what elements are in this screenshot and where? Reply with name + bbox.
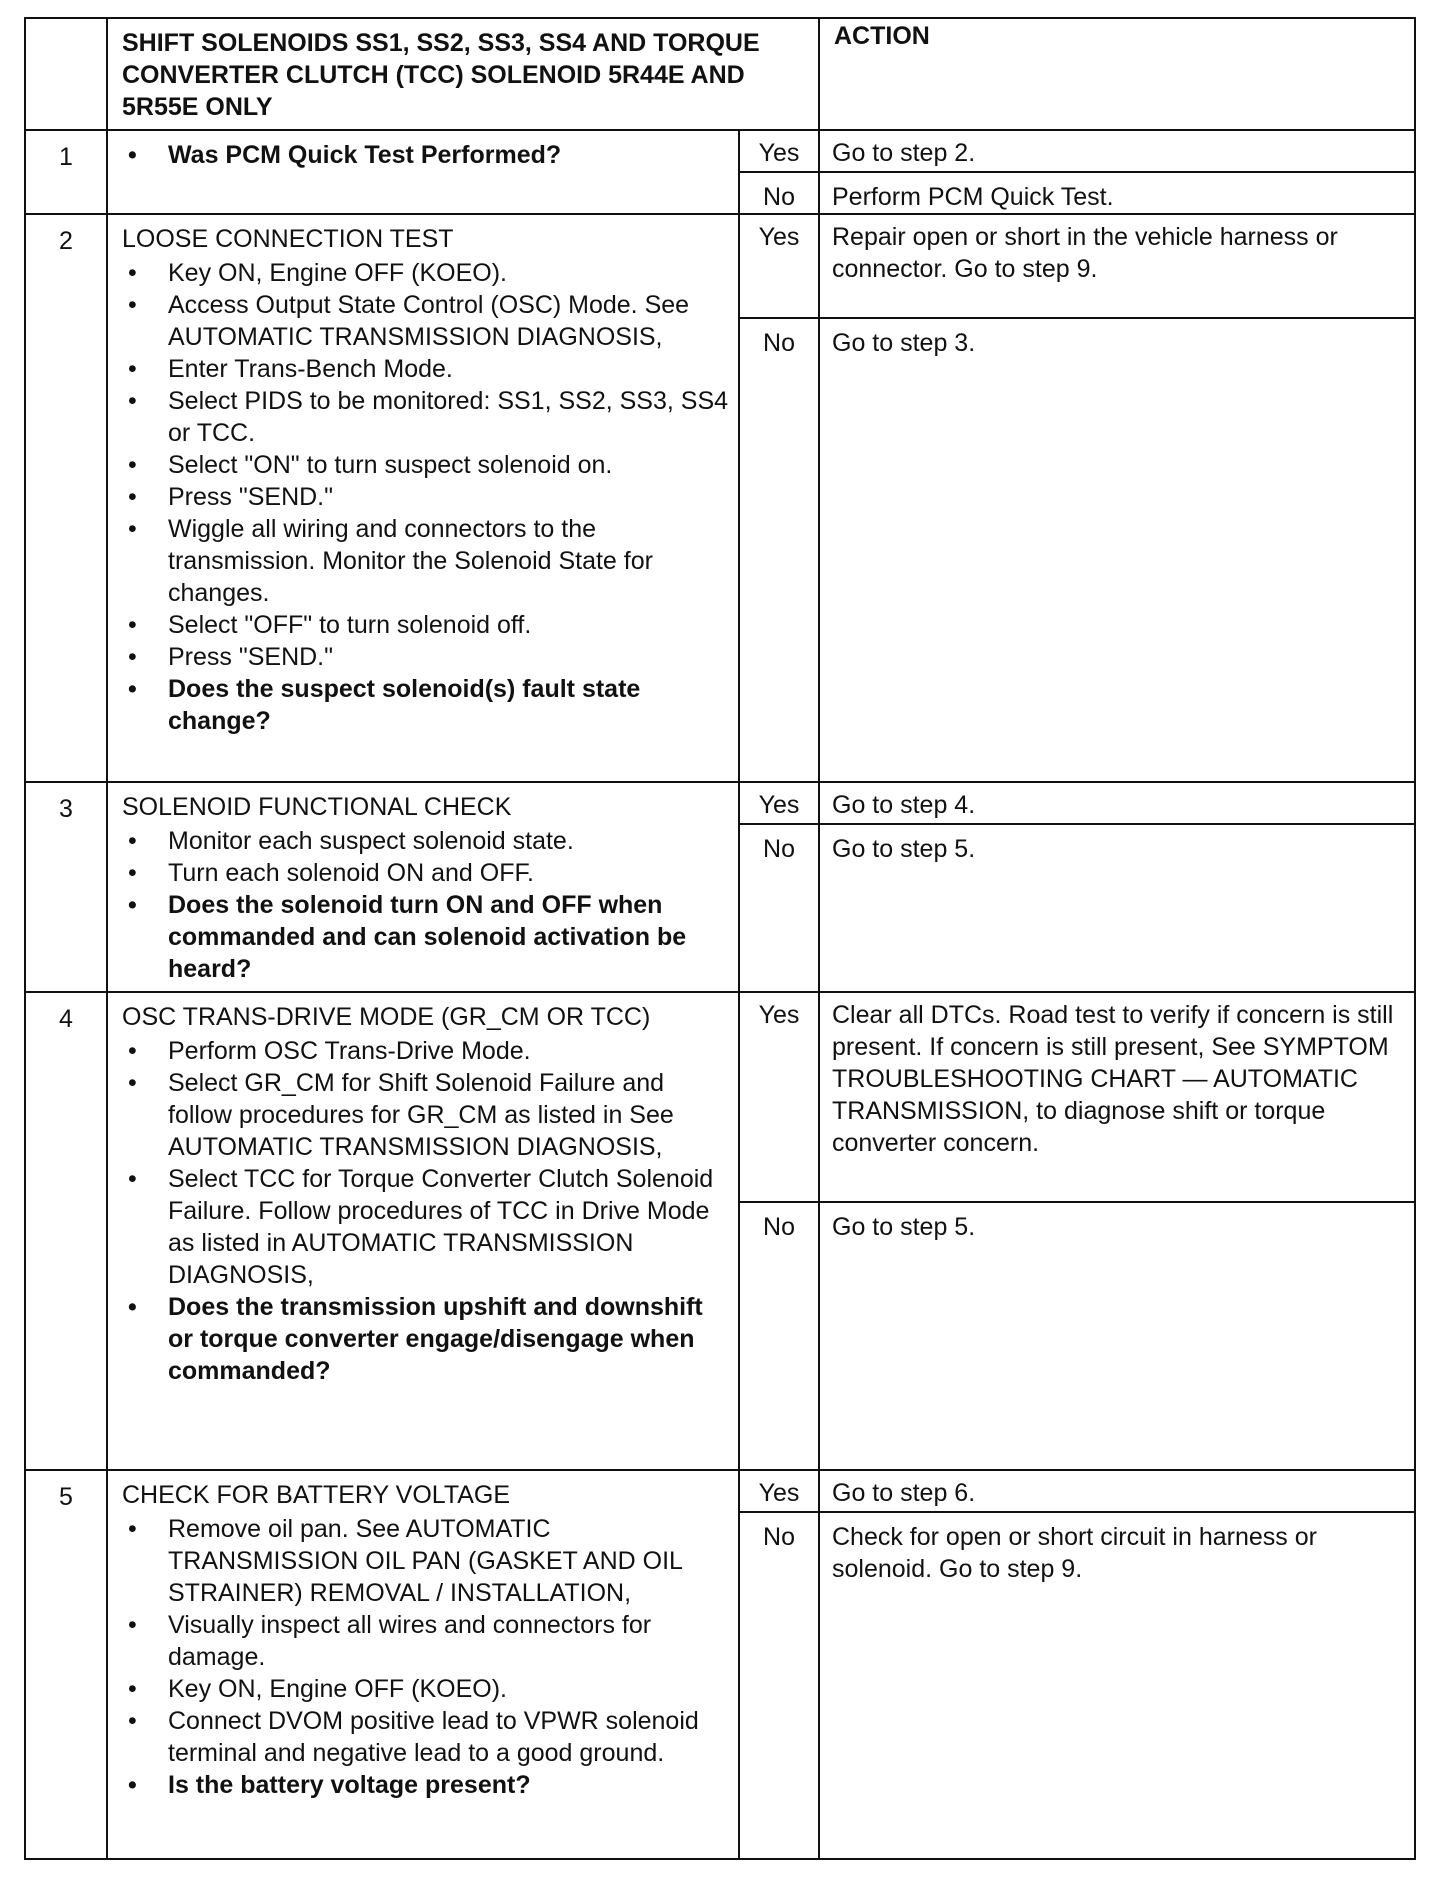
yes-label: Yes xyxy=(740,1471,818,1513)
answer-cell xyxy=(739,214,819,782)
step-bullet: • Press "SEND." xyxy=(122,481,730,513)
yes-action: Go to step 4. xyxy=(820,783,1414,825)
step-number: 5 xyxy=(25,1470,107,1859)
answer-cell xyxy=(739,1470,819,1859)
header-step-cell xyxy=(25,18,107,130)
step-condition xyxy=(107,214,739,782)
step-number: 3 xyxy=(25,782,107,992)
yes-label: Yes xyxy=(740,993,818,1203)
table-row xyxy=(25,782,1415,992)
no-action: Go to step 3. xyxy=(832,329,976,357)
step-question: • Is the battery voltage present? xyxy=(122,1769,730,1801)
step-question: • Does the solenoid turn ON and OFF when commanded and can solenoid activation be heard? xyxy=(122,889,730,985)
table-row xyxy=(25,992,1415,1470)
action-cell xyxy=(819,1470,1415,1859)
no-action: Go to step 5. xyxy=(832,1213,976,1241)
step-bullet: • Monitor each suspect solenoid state. xyxy=(122,825,730,857)
step-bullet: • Key ON, Engine OFF (KOEO). xyxy=(122,257,730,289)
action-cell xyxy=(819,214,1415,782)
step-condition xyxy=(107,992,739,1470)
step-number: 2 xyxy=(25,214,107,782)
action-cell xyxy=(819,782,1415,992)
table-row xyxy=(25,1470,1415,1859)
step-bullet: • Connect DVOM positive lead to VPWR solenoid terminal and negative lead to a good ground. xyxy=(122,1705,730,1769)
step-bullet: • Access Output State Control (OSC) Mode. See AUTOMATIC TRANSMISSION DIAGNOSIS, xyxy=(122,289,730,353)
no-label: No xyxy=(763,1213,795,1241)
step-question: • Does the transmission upshift and downshift or torque converter engage/disengage when commanded? xyxy=(122,1291,730,1387)
step-bullet: • Wiggle all wiring and connectors to the transmission. Monitor the Solenoid State for changes. xyxy=(122,513,730,609)
step-bullet: • Visually inspect all wires and connectors for damage. xyxy=(122,1609,730,1673)
step-condition xyxy=(107,130,739,214)
step-condition xyxy=(107,1470,739,1859)
no-label: No xyxy=(763,183,795,211)
yes-action: Repair open or short in the vehicle harness or connector. Go to step 9. xyxy=(820,215,1414,319)
no-action: Go to step 5. xyxy=(832,835,976,863)
header-row xyxy=(25,18,1415,130)
step-title: OSC TRANS-DRIVE MODE (GR_CM OR TCC) xyxy=(122,1003,651,1031)
step-bullet: • Select GR_CM for Shift Solenoid Failure and follow procedures for GR_CM as listed in See AUTOMATIC TRANSMISSION DIAGNOSIS, xyxy=(122,1067,730,1163)
header-action: ACTION xyxy=(819,18,1415,130)
yes-action: Go to step 2. xyxy=(820,131,1414,173)
step-bullet: • Enter Trans-Bench Mode. xyxy=(122,353,730,385)
step-bullet: • Turn each solenoid ON and OFF. xyxy=(122,857,730,889)
step-bullet: • Key ON, Engine OFF (KOEO). xyxy=(122,1673,730,1705)
step-bullet: • Remove oil pan. See AUTOMATIC TRANSMISSION OIL PAN (GASKET AND OIL STRAINER) REMOVAL / INSTALLATION, xyxy=(122,1513,730,1609)
no-label: No xyxy=(763,1523,795,1551)
answer-cell xyxy=(739,992,819,1470)
step-bullet: • Select "OFF" to turn solenoid off. xyxy=(122,609,730,641)
step-number: 1 xyxy=(25,130,107,214)
step-bullet: • Select TCC for Torque Converter Clutch Solenoid Failure. Follow procedures of TCC in Drive Mode as listed in AUTOMATIC TRANSMISSION DIAGNOSIS, xyxy=(122,1163,730,1291)
step-bullet: • Select PIDS to be monitored: SS1, SS2, SS3, SS4 or TCC. xyxy=(122,385,730,449)
table-row xyxy=(25,214,1415,782)
answer-cell xyxy=(739,130,819,214)
table-row xyxy=(25,130,1415,214)
yes-label: Yes xyxy=(740,131,818,173)
no-label: No xyxy=(763,835,795,863)
step-title: SOLENOID FUNCTIONAL CHECK xyxy=(122,793,512,821)
no-action: Perform PCM Quick Test. xyxy=(832,183,1114,211)
diagnostic-table xyxy=(24,17,1416,1860)
action-cell xyxy=(819,992,1415,1470)
answer-cell xyxy=(739,782,819,992)
step-bullet: • Select "ON" to turn suspect solenoid on. xyxy=(122,449,730,481)
yes-action: Go to step 6. xyxy=(820,1471,1414,1513)
step-question: • Was PCM Quick Test Performed? xyxy=(122,139,730,171)
yes-label: Yes xyxy=(740,215,818,319)
step-bullet: • Perform OSC Trans-Drive Mode. xyxy=(122,1035,730,1067)
step-title: LOOSE CONNECTION TEST xyxy=(122,225,454,253)
step-question: • Does the suspect solenoid(s) fault state change? xyxy=(122,673,730,737)
no-label: No xyxy=(763,329,795,357)
step-number: 4 xyxy=(25,992,107,1470)
step-condition xyxy=(107,782,739,992)
step-title: CHECK FOR BATTERY VOLTAGE xyxy=(122,1481,511,1509)
action-cell xyxy=(819,130,1415,214)
yes-label: Yes xyxy=(740,783,818,825)
header-title: SHIFT SOLENOIDS SS1, SS2, SS3, SS4 AND TORQUE CONVERTER CLUTCH (TCC) SOLENOID 5R44E AND 5R55E ONLY xyxy=(107,18,819,130)
step-bullet: • Press "SEND." xyxy=(122,641,730,673)
yes-action: Clear all DTCs. Road test to verify if concern is still present. If concern is still present, See SYMPTOM TROUBLESHOOTING CHART — AUTOMATIC TRANSMISSION, to diagnose shift or torque converter concern. xyxy=(820,993,1414,1203)
no-action: Check for open or short circuit in harness or solenoid. Go to step 9. xyxy=(832,1523,1317,1583)
